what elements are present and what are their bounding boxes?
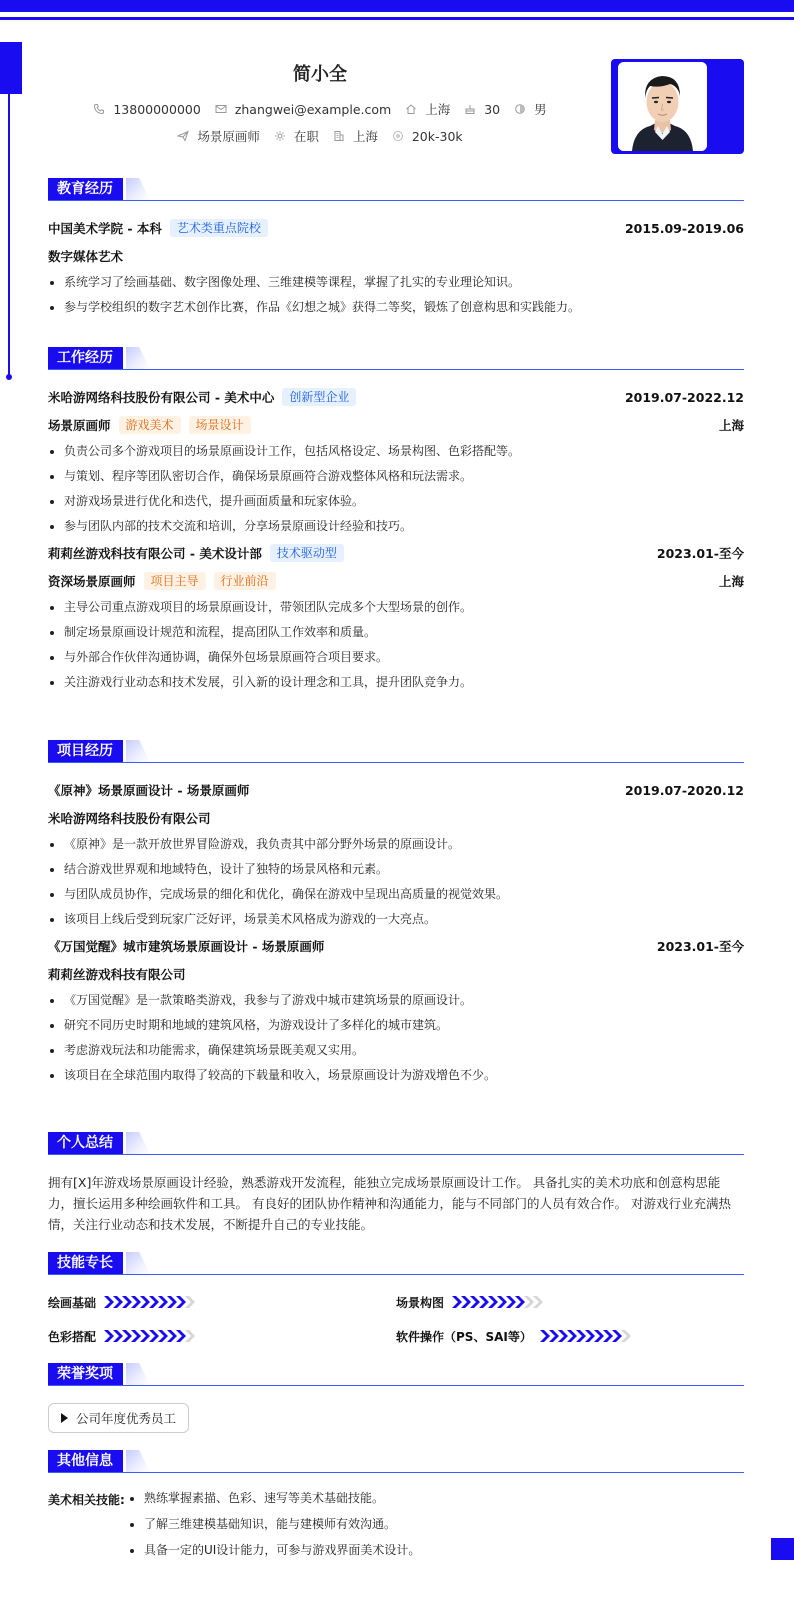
section-header	[48, 1252, 744, 1276]
section-title: 教育经历	[48, 178, 123, 200]
list-item: 关注游戏行业动态和技术发展，引入新的设计理念和工具，提升团队竞争力。	[48, 674, 744, 691]
section-title-tail	[126, 1363, 150, 1385]
position-name: 资深场景原画师	[48, 574, 136, 589]
section-title-tail	[126, 1450, 150, 1472]
list-item: 与团队成员协作，完成场景的细化和优化，确保在游戏中呈现出高质量的视觉效果。	[48, 886, 744, 903]
job-location: 上海	[718, 574, 744, 589]
skill-level-bar	[452, 1296, 542, 1308]
position-row	[48, 571, 744, 591]
section-header	[48, 740, 744, 764]
section-rule	[48, 200, 744, 201]
list-item: 参与学校组织的数字艺术创作比赛，作品《幻想之城》获得二等奖，锻炼了创意构思和实践能力。	[48, 299, 744, 316]
other-info-label: 美术相关技能:	[48, 1493, 125, 1507]
other-info-block	[48, 1490, 744, 1568]
job-header-row	[48, 387, 744, 407]
play-triangle-icon	[61, 1413, 68, 1423]
work-section	[48, 347, 744, 699]
other-section	[48, 1450, 744, 1568]
list-item: 主导公司重点游戏项目的场景原画设计，带领团队完成多个大型场景的创作。	[48, 599, 744, 616]
project-name: 《原神》场景原画设计 - 场景原画师	[48, 783, 250, 798]
status-info	[274, 127, 319, 145]
building-icon	[333, 130, 345, 142]
list-item: 研究不同历史时期和地域的建筑风格，为游戏设计了多样化的城市建筑。	[48, 1017, 744, 1034]
gear-icon	[274, 130, 286, 142]
cake-icon	[464, 103, 476, 115]
skills-grid	[48, 1292, 744, 1346]
projects-section	[48, 740, 744, 1092]
skill-item	[48, 1292, 396, 1312]
project-company: 莉莉丝游戏科技有限公司	[48, 967, 186, 982]
project-bullets	[48, 992, 744, 1084]
skill-level-bar	[104, 1296, 194, 1308]
job-bullets	[48, 599, 744, 691]
mail-icon	[215, 103, 227, 115]
skill-chevron-empty	[185, 1296, 195, 1308]
list-item: 《原神》是一款开放世界冒险游戏，我负责其中部分野外场景的原画设计。	[48, 836, 744, 853]
job-intent-row	[0, 127, 640, 145]
education-date: 2015.09-2019.06	[624, 220, 744, 236]
major-row	[48, 246, 744, 266]
position-name: 场景原画师	[48, 418, 111, 433]
skill-name: 场景构图	[396, 1295, 445, 1310]
project-header-row	[48, 780, 744, 800]
summary-text: 拥有[X]年游戏场景原画设计经验，熟悉游戏开发流程，能独立完成场景原画设计工作。 具备扎实的美术功底和创意构思能力，擅长运用多种绘画软件和工具。 有良好的团队协作精神和沟通能力，能与不同部门的人员有效合作。 对游戏行业充满热情，关注行业动态和技术发展，不断提升自己的专业技能。	[48, 1175, 731, 1232]
email-text: zhangwei@example.com	[234, 101, 392, 117]
skill-chevron-empty	[533, 1296, 543, 1308]
project-name: 《万国觉醒》城市建筑场景原画设计 - 场景原画师	[48, 939, 325, 954]
list-item: 该项目在全球范围内取得了较高的下载量和收入，场景原画设计为游戏增色不少。	[48, 1067, 744, 1084]
skill-name: 软件操作（PS、SAI等）	[396, 1329, 532, 1344]
email-info	[215, 102, 391, 117]
section-header	[48, 178, 744, 202]
section-title: 其他信息	[48, 1450, 123, 1472]
city-info	[405, 100, 450, 118]
company-tag: 创新型企业	[282, 388, 356, 406]
list-item: 系统学习了绘画基础、数字图像处理、三维建模等课程，掌握了扎实的专业理论知识。	[48, 274, 744, 291]
section-header	[48, 347, 744, 371]
section-title-tail	[126, 1132, 150, 1154]
home-icon	[405, 103, 417, 115]
section-title-tail	[126, 347, 150, 369]
position-tag: 项目主导	[144, 572, 206, 590]
gender-info	[514, 100, 547, 118]
job-date: 2023.01-至今	[656, 546, 744, 561]
section-header	[48, 1450, 744, 1474]
position-tag: 游戏美术	[119, 416, 181, 434]
job-header-row	[48, 543, 744, 563]
list-item: 与外部合作伙伴沟通协调，确保外包场景原画符合项目要求。	[48, 649, 744, 666]
project-date: 2019.07-2020.12	[624, 782, 744, 798]
section-rule	[48, 762, 744, 763]
section-header	[48, 1363, 744, 1387]
salary-info	[392, 129, 463, 144]
send-icon	[177, 130, 189, 142]
section-rule	[48, 1472, 744, 1473]
top-accent-line	[0, 17, 794, 20]
left-timeline-dot	[6, 374, 12, 380]
project-company-row	[48, 964, 744, 984]
list-item: 负责公司多个游戏项目的场景原画设计工作，包括风格设定、场景构图、色彩搭配等。	[48, 443, 744, 460]
company-name: 米哈游网络科技股份有限公司 - 美术中心	[48, 390, 275, 405]
list-item: 该项目上线后受到玩家广泛好评，场景美术风格成为游戏的一大亮点。	[48, 911, 744, 928]
job-target-info	[177, 127, 260, 145]
section-header	[48, 1132, 744, 1156]
section-title: 荣誉奖项	[48, 1363, 123, 1385]
list-item: 对游戏场景进行优化和迭代，提升画面质量和玩家体验。	[48, 493, 744, 510]
list-item: 结合游戏世界观和地域特色，设计了独特的场景风格和元素。	[48, 861, 744, 878]
education-header-row	[48, 218, 744, 238]
skill-item	[48, 1326, 396, 1346]
city-text: 上海	[425, 102, 451, 117]
phone-icon	[93, 103, 105, 115]
position-tag: 行业前沿	[214, 572, 276, 590]
phone-info	[93, 102, 200, 117]
section-title-tail	[126, 1252, 150, 1274]
position-row	[48, 415, 744, 435]
list-item: 制定场景原画设计规范和流程，提高团队工作效率和质量。	[48, 624, 744, 641]
salary-text: 20k-30k	[411, 128, 463, 144]
phone-text: 13800000000	[113, 101, 201, 117]
status-text: 在职	[293, 129, 319, 144]
section-title: 项目经历	[48, 740, 123, 762]
skill-level-bar	[104, 1330, 194, 1342]
section-title: 技能专长	[48, 1252, 123, 1274]
list-item: 考虑游戏玩法和功能需求，确保建筑场景既美观又实用。	[48, 1042, 744, 1059]
position-tag: 场景设计	[189, 416, 251, 434]
award-badge	[48, 1403, 189, 1433]
list-item: 与策划、程序等团队密切合作，确保场景原画符合游戏整体风格和玩法需求。	[48, 468, 744, 485]
skills-section	[48, 1252, 744, 1346]
profile-photo	[618, 62, 707, 151]
project-bullets	[48, 836, 744, 928]
section-rule	[48, 1274, 744, 1275]
list-item: 具备一定的UI设计能力，可参与游戏界面美术设计。	[128, 1542, 420, 1559]
skill-chevron-empty	[185, 1330, 195, 1342]
section-rule	[48, 369, 744, 370]
skill-name: 色彩搭配	[48, 1329, 97, 1344]
education-bullets	[48, 274, 744, 316]
job-bullets	[48, 443, 744, 535]
skill-item	[396, 1326, 744, 1346]
list-item: 熟练掌握素描、色彩、速写等美术基础技能。	[128, 1490, 420, 1507]
major-name: 数字媒体艺术	[48, 249, 124, 264]
coin-icon	[392, 130, 404, 142]
skill-name: 绘画基础	[48, 1295, 97, 1310]
project-header-row	[48, 936, 744, 956]
summary-section	[48, 1132, 744, 1235]
project-company: 米哈游网络科技股份有限公司	[48, 811, 211, 826]
skill-level-bar	[540, 1330, 630, 1342]
section-title: 工作经历	[48, 347, 123, 369]
contact-info-row	[0, 100, 640, 118]
age-info	[464, 102, 500, 117]
job-location: 上海	[718, 418, 744, 433]
section-title-tail	[126, 178, 150, 200]
section-title-tail	[126, 740, 150, 762]
bottom-right-accent-block	[771, 1538, 794, 1560]
other-info-bullets	[128, 1490, 420, 1568]
award-label: 公司年度优秀员工	[76, 1411, 177, 1426]
awards-section	[48, 1363, 744, 1433]
job-date: 2019.07-2022.12	[624, 389, 744, 405]
project-company-row	[48, 808, 744, 828]
company-tag: 技术驱动型	[270, 544, 344, 562]
school-tag: 艺术类重点院校	[170, 219, 268, 237]
gender-icon	[514, 103, 526, 115]
section-rule	[48, 1385, 744, 1386]
company-name: 莉莉丝游戏科技有限公司 - 美术设计部	[48, 546, 262, 561]
school-name: 中国美术学院 - 本科	[48, 221, 162, 236]
list-item: 了解三维建模基础知识，能与建模师有效沟通。	[128, 1516, 420, 1533]
skill-chevron-empty	[621, 1330, 631, 1342]
top-accent-bar	[0, 0, 794, 12]
age-text: 30	[484, 101, 501, 117]
list-item: 参与团队内部的技术交流和培训，分享场景原画设计经验和技巧。	[48, 518, 744, 535]
candidate-name: 简小全	[293, 64, 347, 85]
list-item: 《万国觉醒》是一款策略类游戏，我参与了游戏中城市建筑场景的原画设计。	[48, 992, 744, 1009]
section-title: 个人总结	[48, 1132, 123, 1154]
job-target-text: 场景原画师	[197, 129, 260, 144]
gender-text: 男	[534, 102, 547, 117]
project-date: 2023.01-至今	[656, 939, 744, 954]
work-city-info	[333, 127, 378, 145]
work-city-text: 上海	[352, 129, 378, 144]
section-rule	[48, 1154, 744, 1155]
education-section	[48, 178, 744, 324]
skill-item	[396, 1292, 744, 1312]
